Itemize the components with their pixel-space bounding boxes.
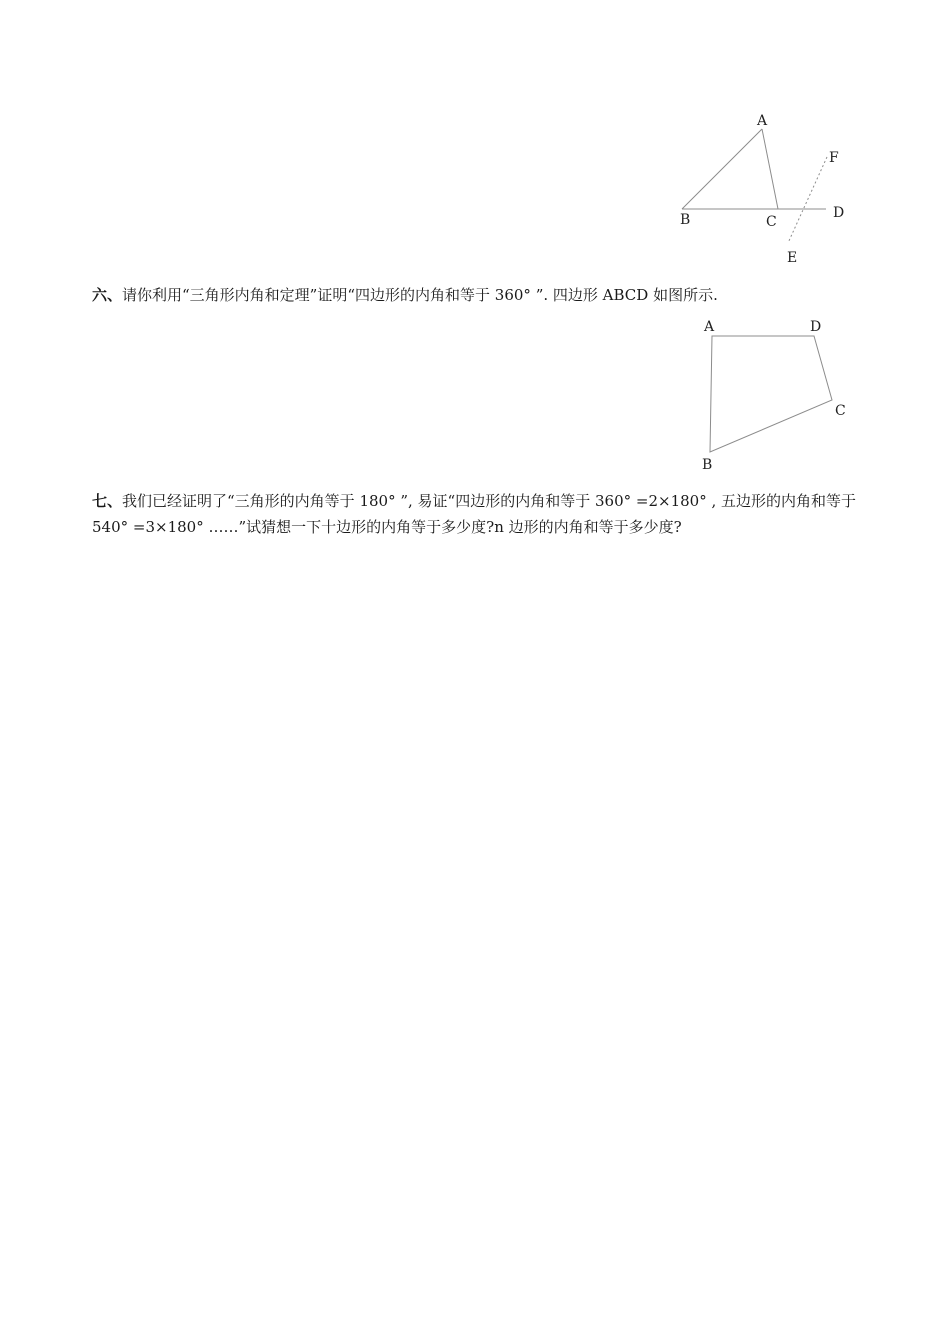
question-6-text: 请你利用“三角形内角和定理”证明“四边形的内角和等于 360° ”. 四边形 ABCD 如图所示. — [122, 286, 718, 304]
triangle-figure — [670, 100, 860, 270]
segment-ac — [762, 129, 778, 209]
question-7-text: 我们已经证明了“三角形的内角等于 180° ”, 易证“四边形的内角和等于 360° =2×180° , 五边形的内角和等于 540° =3×180° ……”试猜想一下十边形的内角等于多少度?n 边形的内角和等于多少度? — [92, 492, 861, 536]
question-7 — [92, 488, 872, 540]
question-7-number: 七、 — [92, 492, 123, 510]
label-c: C — [835, 403, 846, 419]
label-d: D — [833, 205, 845, 221]
label-f: F — [829, 150, 839, 166]
label-c: C — [766, 214, 777, 230]
label-d: D — [810, 319, 822, 335]
segment-ab — [682, 129, 762, 209]
question-6 — [92, 282, 872, 308]
label-b: B — [702, 457, 713, 473]
dotted-line-ef — [788, 157, 827, 243]
quadrilateral-abcd — [710, 336, 832, 452]
label-b: B — [680, 212, 691, 228]
question-6-number: 六、 — [92, 286, 123, 304]
label-a: A — [757, 113, 768, 129]
quadrilateral-figure — [690, 312, 860, 477]
label-a: A — [704, 319, 715, 335]
label-e: E — [787, 250, 798, 266]
